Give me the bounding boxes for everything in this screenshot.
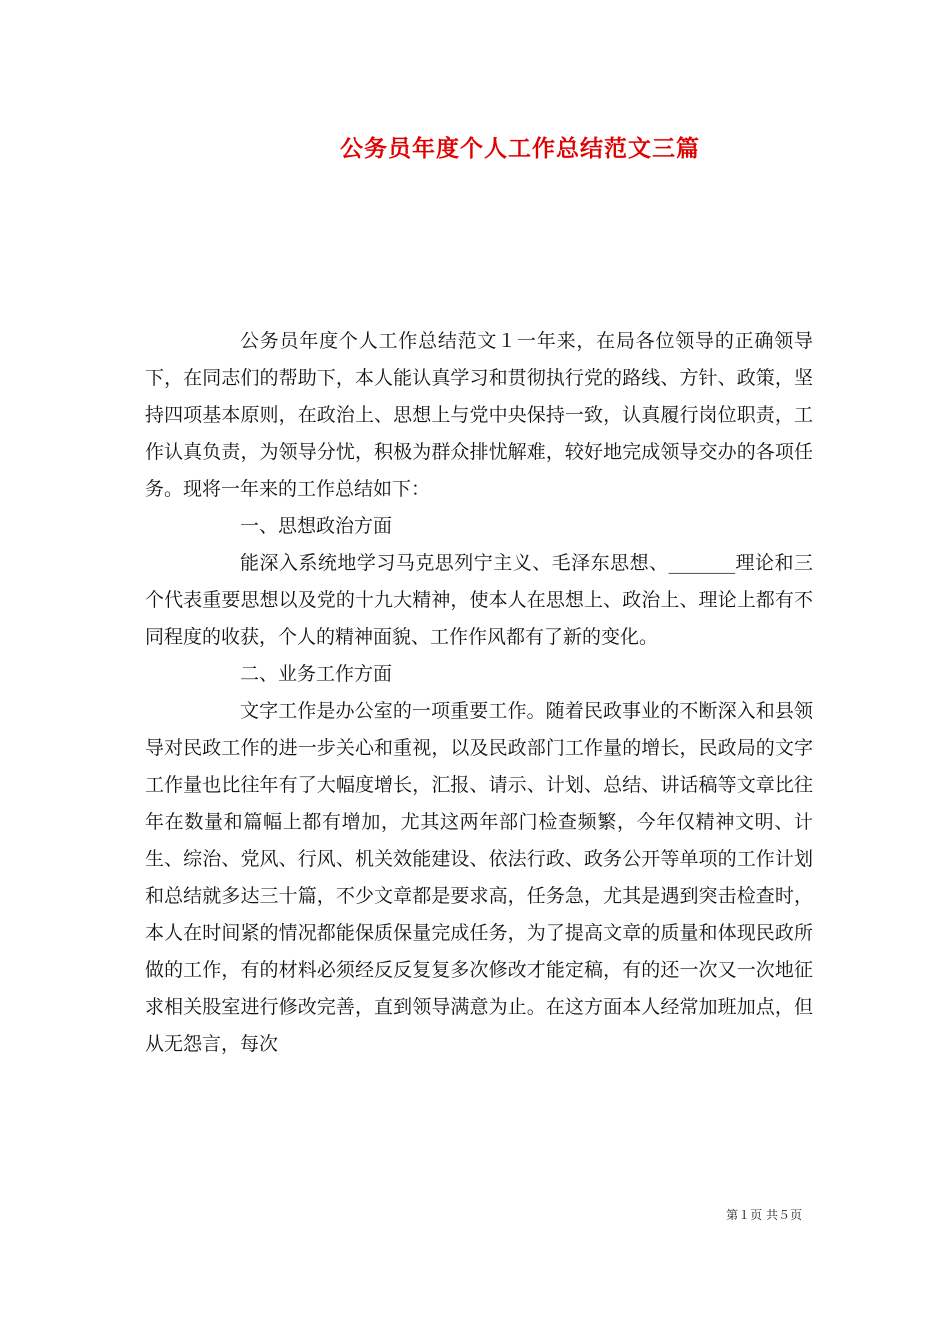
section-heading-2: 二、业务工作方面 — [240, 663, 393, 685]
paragraph-section-1: 能深入系统地学习马克思列宁主义、毛泽东思想、_______理论和三个代表重要思想以及党的十九大精神，使本人在思想上、政治上、理论上都有不同程度的收获，个人的精神面貌、工作作风都有了新的变化。 — [145, 552, 813, 648]
section-heading-1: 一、思想政治方面 — [240, 515, 393, 537]
paragraph-section-2: 文字工作是办公室的一项重要工作。随着民政事业的不断深入和县领导对民政工作的进一步关心和重视，以及民政部门工作量的增长，民政局的文字工作量也比往年有了大幅度增长，汇报、请示、计划、总结、讲话稿等文章比往年在数量和篇幅上都有增加，尤其这两年部门检查频繁，今年仅精神文明、计生、综治、党风、行风、机关效能建设、依法行政、政务公开等单项的工作计划和总结就多达三十篇，不少文章都是要求高，任务急，尤其是遇到突击检查时，本人在时间紧的情况都能保质保量完成任务，为了提高文章的质量和体现民政所做的工作，有的材料必须经反反复复多次修改才能定稿，有的还一次又一次地征求相关股室进行修改完善，直到领导满意为止。在这方面本人经常加班加点，但从无怨言，每次 — [145, 700, 813, 1055]
document-title: 公务员年度个人工作总结范文三篇 — [340, 135, 700, 162]
paragraph-intro: 公务员年度个人工作总结范文１一年来，在局各位领导的正确领导下，在同志们的帮助下，本人能认真学习和贯彻执行党的路线、方针、政策，坚持四项基本原则，在政治上、思想上与党中央保持一致，认真履行岗位职责，工作认真负责，为领导分忧，积极为群众排忧解难，较好地完成领导交办的各项任务。现将一年来的工作总结如下： — [145, 330, 813, 500]
page-number-footer: 第１页 共５页 — [726, 1208, 802, 1222]
document-body — [145, 323, 813, 1063]
